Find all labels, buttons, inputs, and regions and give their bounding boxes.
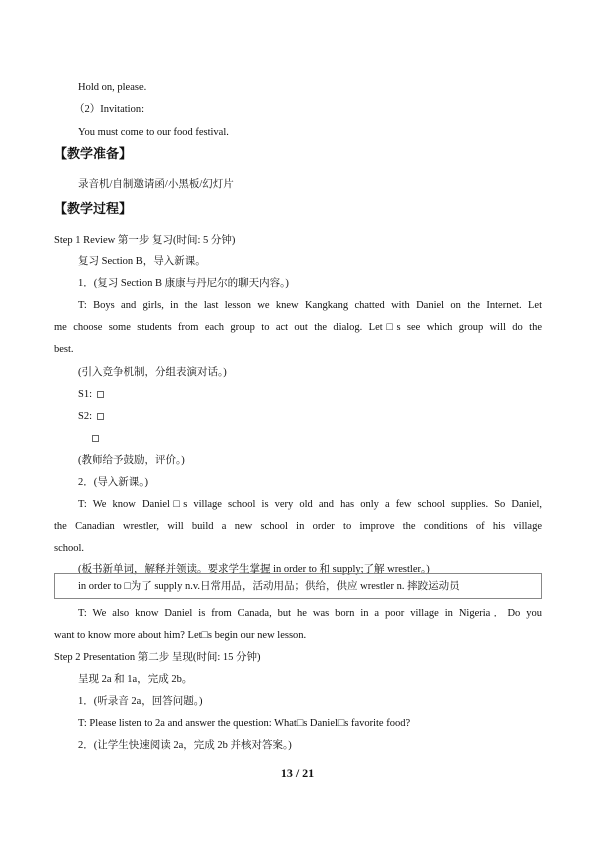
placeholder-line	[90, 432, 101, 445]
text-hold-on: Hold on, please.	[78, 82, 147, 93]
placeholder-box-icon	[97, 391, 104, 398]
text-step1: Step 1 Review 第一步 复习(时间: 5 分钟)	[54, 235, 236, 246]
placeholder-box-icon	[92, 435, 99, 442]
text-p-item2: 2．(让学生快速阅读 2a，完成 2b 并核对答案。)	[78, 740, 292, 751]
text-invitation: （2）Invitation:	[74, 104, 144, 115]
text-item2: 2．(导入新课。)	[78, 477, 148, 488]
page-number: 13 / 21	[280, 766, 315, 780]
text-encourage: (教师给予鼓励，评价。)	[78, 455, 185, 466]
text-review-b: 复习 Section B，导入新课。	[78, 256, 206, 267]
heading-teaching-process: 【教学过程】	[54, 202, 133, 217]
text-t1-a: T: Boys and girls, in the last lesson we knew Kangkang chatted with Daniel on the Internet. Let	[78, 300, 542, 311]
text-vocab: in order to □为了 supply n.v.日常用品，活动用品；供给，供应 wrestler n. 摔跤运动员	[78, 581, 460, 592]
text-t3-b: want to know more about him? Let□s begin our new lesson.	[54, 630, 307, 641]
text-s2: S2:	[78, 410, 106, 423]
text-must-come: You must come to our food festival.	[78, 127, 229, 138]
text-p-item1: 1．(听录音 2a，回答问题。)	[78, 696, 203, 707]
text-s1: S1:	[78, 388, 106, 401]
text-t1-b: me choose some students from each group to act out the dialog. Let□s see which group will do the	[54, 322, 542, 333]
text-step2: Step 2 Presentation 第二步 呈现(时间: 15 分钟)	[54, 652, 261, 663]
placeholder-box-icon	[97, 413, 104, 420]
text-compete: (引入竞争机制，分组表演对话。)	[78, 367, 227, 378]
text-board: (板书新单词，解释并领读。要求学生掌握 in order to 和 supply;了解 wrestler。)	[78, 564, 430, 575]
text-preparation-items: 录音机/自制邀请函/小黑板/幻灯片	[78, 179, 234, 190]
text-t2-a: T: We know Daniel□s village school is very old and has only a few school supplies. So Daniel,	[78, 499, 542, 510]
text-t1-c: best.	[54, 344, 74, 355]
heading-teaching-preparation: 【教学准备】	[54, 147, 133, 162]
text-t2-c: school.	[54, 543, 85, 554]
text-present: 呈现 2a 和 1a，完成 2b。	[78, 674, 193, 685]
text-t4: T: Please listen to 2a and answer the question: What□s Daniel□s favorite food?	[78, 718, 411, 729]
text-t3-a: T: We also know Daniel is from Canada, but he was born in a poor village in Nigeria．Do you	[78, 608, 542, 619]
text-item1: 1．(复习 Section B 康康与丹尼尔的聊天内容。)	[78, 278, 289, 289]
text-t2-b: the Canadian wrestler, will build a new school in order to improve the conditions of his village	[54, 521, 542, 532]
